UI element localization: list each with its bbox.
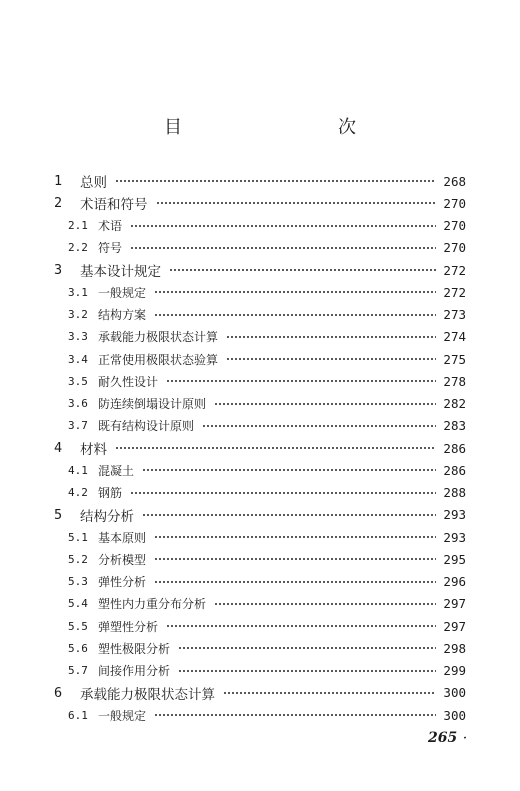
- toc-entry-title: 术语和符号: [80, 197, 148, 214]
- toc-section-row[interactable]: [50, 615, 466, 637]
- toc-section-row[interactable]: [50, 215, 466, 237]
- dot-leader: [130, 487, 436, 499]
- dot-leader: [226, 331, 436, 343]
- dot-leader: [115, 442, 436, 454]
- toc-entry-page: 286: [443, 462, 466, 478]
- toc-entry-page: 270: [443, 195, 466, 211]
- toc-entry-title: 混凝土: [98, 463, 135, 478]
- toc-entry-page: 282: [443, 396, 466, 412]
- toc-entry-number: 2.1: [68, 219, 88, 233]
- toc-entry-title: 结构分析: [80, 508, 134, 525]
- toc-entry-page: 274: [443, 329, 466, 345]
- dot-leader: [202, 420, 436, 432]
- dot-leader: [130, 220, 436, 232]
- dot-leader: [154, 553, 436, 565]
- toc-entry-title: 一般规定: [98, 285, 147, 300]
- toc-entry-title: 承载能力极限状态计算: [80, 686, 215, 703]
- toc-entry-title: 基本原则: [98, 530, 147, 545]
- toc-entry-number: 4: [54, 440, 63, 457]
- toc-entry-page: 268: [443, 173, 466, 189]
- toc-section-row[interactable]: [50, 548, 466, 570]
- toc-section-row[interactable]: [50, 348, 466, 370]
- page-title: 目 次: [164, 117, 396, 138]
- toc-entry-title: 承载能力极限状态计算: [98, 330, 219, 345]
- toc-entry-page: 295: [443, 551, 466, 567]
- toc-section-row[interactable]: [50, 393, 466, 415]
- toc-entry-page: 270: [443, 240, 466, 256]
- toc-section-row[interactable]: [50, 482, 466, 504]
- dot-leader: [166, 620, 436, 632]
- toc-entry-title: 既有结构设计原则: [98, 419, 195, 434]
- toc-entry-number: 2.2: [68, 241, 88, 255]
- toc-entry-page: 300: [443, 707, 466, 723]
- toc-entry-page: 270: [443, 218, 466, 234]
- page-mark: ·: [463, 732, 467, 744]
- page-number: [428, 730, 467, 746]
- toc-section-row[interactable]: [50, 459, 466, 481]
- toc-entry-number: 5.3: [68, 575, 88, 589]
- toc-entry-title: 总则: [80, 175, 107, 192]
- toc-chapter-row[interactable]: [50, 170, 466, 192]
- toc-chapter-row[interactable]: [50, 437, 466, 459]
- toc-section-row[interactable]: [50, 637, 466, 659]
- toc-entry-page: 293: [443, 507, 466, 523]
- toc-chapter-row[interactable]: [50, 259, 466, 281]
- toc-entry-page: 297: [443, 618, 466, 634]
- toc-entry-number: 5.5: [68, 619, 88, 633]
- toc-entry-number: 2: [54, 195, 63, 212]
- dot-leader: [154, 531, 436, 543]
- toc-section-row[interactable]: [50, 281, 466, 303]
- toc-entry-number: 6.1: [68, 708, 88, 722]
- toc-chapter-row[interactable]: [50, 192, 466, 214]
- toc-entry-title: 塑性内力重分布分析: [98, 597, 207, 612]
- toc-entry-number: 5.4: [68, 597, 88, 611]
- toc-entry-number: 3.3: [68, 330, 88, 344]
- toc-entry-number: 3.5: [68, 374, 88, 388]
- toc-entry-number: 4.2: [68, 486, 88, 500]
- toc-entry-number: 5.1: [68, 530, 88, 544]
- toc-section-row[interactable]: [50, 237, 466, 259]
- dot-leader: [214, 398, 436, 410]
- toc-entry-page: 286: [443, 440, 466, 456]
- toc-entry-number: 5.2: [68, 552, 88, 566]
- toc-entry-title: 耐久性设计: [98, 374, 159, 389]
- dot-leader: [166, 375, 436, 387]
- toc-entry-number: 3: [54, 262, 63, 279]
- toc-entry-title: 分析模型: [98, 552, 147, 567]
- toc-entry-page: 288: [443, 485, 466, 501]
- toc-entry-number: 4.1: [68, 463, 88, 477]
- toc-entry-title: 钢筋: [98, 486, 123, 501]
- dot-leader: [154, 286, 436, 298]
- toc-chapter-row[interactable]: [50, 504, 466, 526]
- toc-entry-title: 一般规定: [98, 708, 147, 723]
- dot-leader: [154, 309, 436, 321]
- toc-entry-page: 278: [443, 373, 466, 389]
- toc-entry-number: 3.4: [68, 352, 88, 366]
- toc-entry-number: 5.7: [68, 664, 88, 678]
- dot-leader: [130, 242, 436, 254]
- toc-section-row[interactable]: [50, 415, 466, 437]
- toc-entry-title: 防连续倒塌设计原则: [98, 397, 207, 412]
- toc-entry-title: 塑性极限分析: [98, 641, 171, 656]
- dot-leader: [142, 509, 436, 521]
- toc-entry-number: 3.2: [68, 308, 88, 322]
- dot-leader: [142, 464, 436, 476]
- toc-entry-page: 275: [443, 351, 466, 367]
- toc-entry-page: 297: [443, 596, 466, 612]
- toc-entry-title: 材料: [80, 442, 107, 459]
- toc-entry-number: 3.7: [68, 419, 88, 433]
- toc-entry-title: 弹性分析: [98, 575, 147, 590]
- toc-entry-page: 272: [443, 262, 466, 278]
- toc-entry-title: 正常使用极限状态验算: [98, 352, 219, 367]
- toc-section-row[interactable]: [50, 304, 466, 326]
- toc-entry-page: 298: [443, 640, 466, 656]
- dot-leader: [156, 197, 437, 209]
- toc-entry-title: 结构方案: [98, 308, 147, 323]
- toc-entry-page: 272: [443, 284, 466, 300]
- dot-leader: [154, 576, 436, 588]
- dot-leader: [223, 687, 436, 699]
- toc-section-row[interactable]: [50, 593, 466, 615]
- toc-chapter-row[interactable]: [50, 682, 466, 704]
- toc-entry-title: 弹塑性分析: [98, 619, 159, 634]
- toc-entry-number: 3.6: [68, 397, 88, 411]
- toc-entry-title: 间接作用分析: [98, 664, 171, 679]
- dot-leader: [226, 353, 436, 365]
- dot-leader: [214, 598, 436, 610]
- toc-section-row[interactable]: [50, 571, 466, 593]
- toc-entry-page: 299: [443, 663, 466, 679]
- toc-entry-number: 6: [54, 684, 63, 701]
- toc-entry-number: 5: [54, 506, 63, 523]
- toc-entry-number: 3.1: [68, 285, 88, 299]
- toc-section-row[interactable]: [50, 704, 466, 726]
- dot-leader: [115, 175, 436, 187]
- toc-entry-page: 293: [443, 529, 466, 545]
- toc-section-row[interactable]: [50, 370, 466, 392]
- toc-section-row[interactable]: [50, 660, 466, 682]
- toc-entry-title: 术语: [98, 219, 123, 234]
- dot-leader: [169, 264, 436, 276]
- page-number-value: 265: [428, 730, 458, 746]
- toc-entry-page: 273: [443, 307, 466, 323]
- toc-entry-number: 1: [54, 173, 63, 190]
- toc-entry-page: 300: [443, 685, 466, 701]
- dot-leader: [154, 709, 436, 721]
- toc-entry-page: 283: [443, 418, 466, 434]
- toc-entry-number: 5.6: [68, 641, 88, 655]
- table-of-contents: [50, 170, 466, 726]
- dot-leader: [178, 642, 436, 654]
- dot-leader: [178, 665, 436, 677]
- toc-entry-title: 基本设计规定: [80, 264, 161, 281]
- toc-section-row[interactable]: [50, 326, 466, 348]
- toc-entry-page: 296: [443, 574, 466, 590]
- toc-section-row[interactable]: [50, 526, 466, 548]
- toc-entry-title: 符号: [98, 241, 123, 256]
